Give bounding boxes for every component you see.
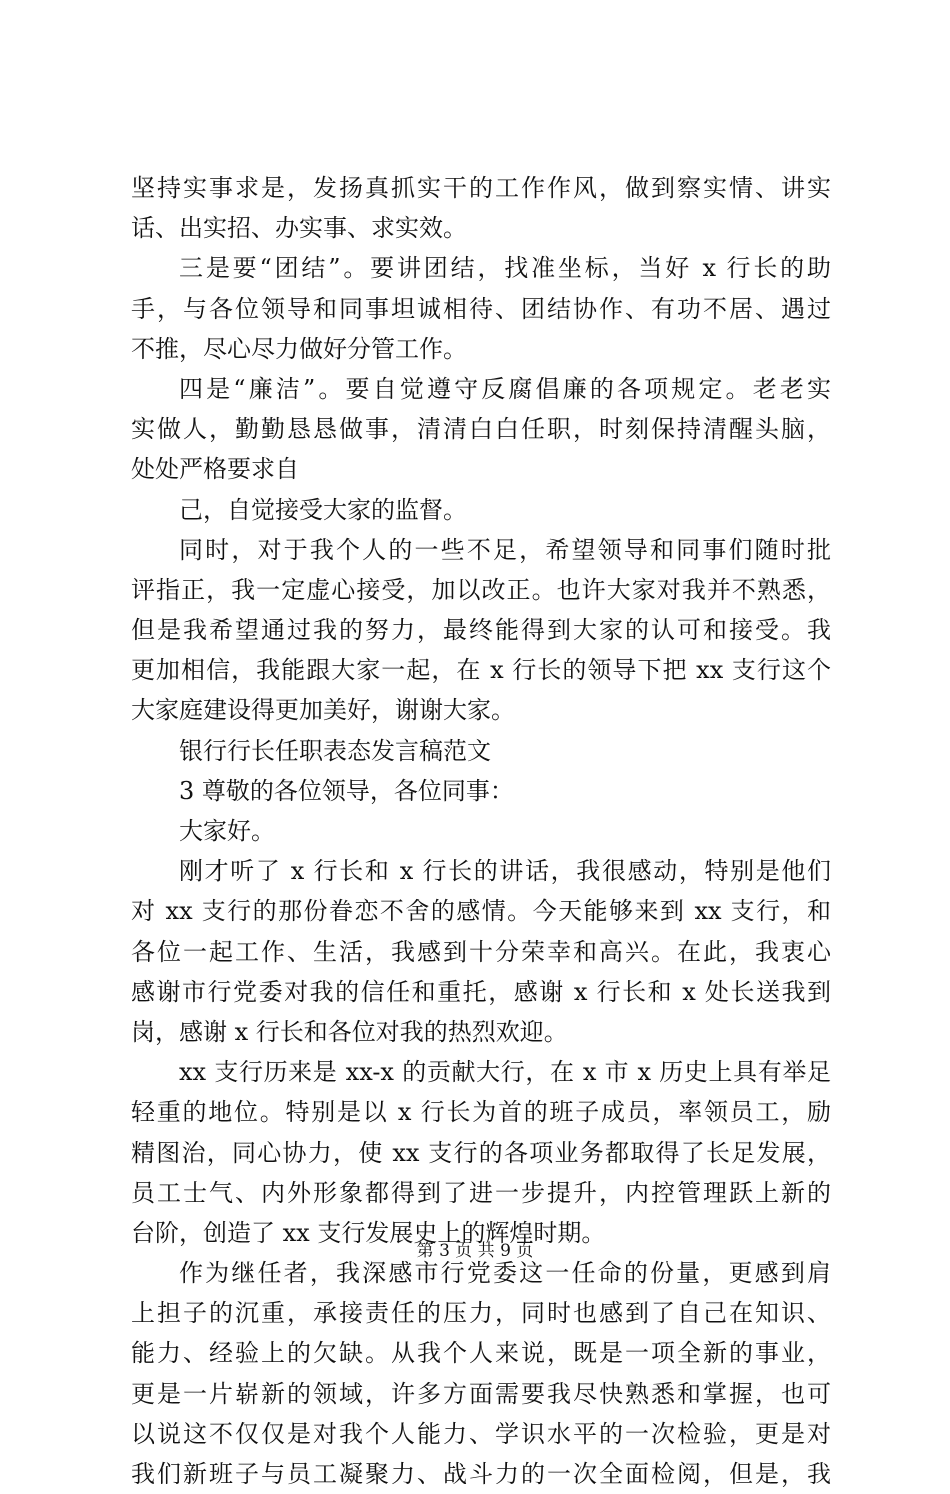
text-line: 坚持实事求是，发扬真抓实干的工作作风，做到察实情、讲实: [131, 174, 831, 202]
text-line: 3 尊敬的各位领导，各位同事：: [179, 776, 514, 805]
text-line: 话、出实招、办实事、求实效。: [131, 214, 467, 243]
text-line: 能力、经验上的欠缺。从我个人来说，既是一项全新的事业，: [131, 1339, 831, 1368]
text-line: 各位一起工作、生活，我感到十分荣幸和高兴。在此，我衷心: [131, 937, 831, 966]
text-line: 处处严格要求自: [131, 455, 299, 484]
text-line: 同时，对于我个人的一些不足，希望领导和同事们随时批: [179, 535, 831, 564]
text-line: 作为继任者，我深感市行党委这一任命的份量，更感到肩: [179, 1259, 831, 1288]
text-line: 刚才听了 x 行长和 x 行长的讲话，我很感动，特别是他们: [179, 857, 831, 886]
text-line: 实做人，勤勤恳恳做事，清清白白任职，时刻保持清醒头脑，: [131, 415, 831, 444]
text-line: 大家好。: [179, 817, 275, 845]
text-line: 台阶，创造了 xx 支行发展史上的辉煌时期。: [131, 1218, 606, 1247]
text-line: 手，与各位领导和同事坦诚相待、团结协作、有功不居、遇过: [131, 294, 831, 323]
text-line: 三是要“团结”。要讲团结，找准坐标，当好 x 行长的助: [179, 254, 831, 283]
text-line: 己，自觉接受大家的监督。: [179, 495, 467, 524]
text-line: 不推，尽心尽力做好分管工作。: [131, 334, 467, 363]
text-line: 更加相信，我能跟大家一起，在 x 行长的领导下把 xx 支行这个: [131, 656, 831, 685]
text-line: xx 支行历来是 xx-x 的贡献大行，在 x 市 x 历史上具有举足: [179, 1058, 831, 1087]
text-line: 银行行长任职表态发言稿范文: [179, 736, 491, 765]
text-line: 大家庭建设得更加美好，谢谢大家。: [131, 696, 515, 725]
text-line: 精图治，同心协力，使 xx 支行的各项业务都取得了长足发展，: [131, 1138, 831, 1167]
text-line: 更是一片崭新的领域，许多方面需要我尽快熟悉和掌握，也可: [131, 1379, 831, 1408]
text-line: 四是“廉洁”。要自觉遵守反腐倡廉的各项规定。老老实: [179, 374, 831, 403]
text-line: 上担子的沉重，承接责任的压力，同时也感到了自己在知识、: [131, 1299, 831, 1328]
text-line: 我们新班子与员工凝聚力、战斗力的一次全面检阅，但是，我: [131, 1460, 831, 1488]
text-line: 感谢市行党委对我的信任和重托，感谢 x 行长和 x 处长送我到: [131, 977, 831, 1006]
text-line: 轻重的地位。特别是以 x 行长为首的班子成员，率领员工，励: [131, 1098, 831, 1127]
text-line: 评指正，我一定虚心接受，加以改正。也许大家对我并不熟悉，: [131, 575, 831, 604]
text-line: 以说这不仅仅是对我个人能力、学识水平的一次检验，更是对: [131, 1419, 831, 1448]
text-line: 对 xx 支行的那份眷恋不舍的感情。今天能够来到 xx 支行，和: [131, 897, 831, 926]
text-line: 员工士气、内外形象都得到了进一步提升，内控管理跃上新的: [131, 1178, 831, 1207]
text-line: 岗，感谢 x 行长和各位对我的热烈欢迎。: [131, 1017, 568, 1046]
page-footer: 第 3 页 共 9 页: [416, 1241, 534, 1261]
document-body: [131, 168, 831, 1494]
text-line: 但是我希望通过我的努力，最终能得到大家的认可和接受。我: [131, 616, 831, 645]
